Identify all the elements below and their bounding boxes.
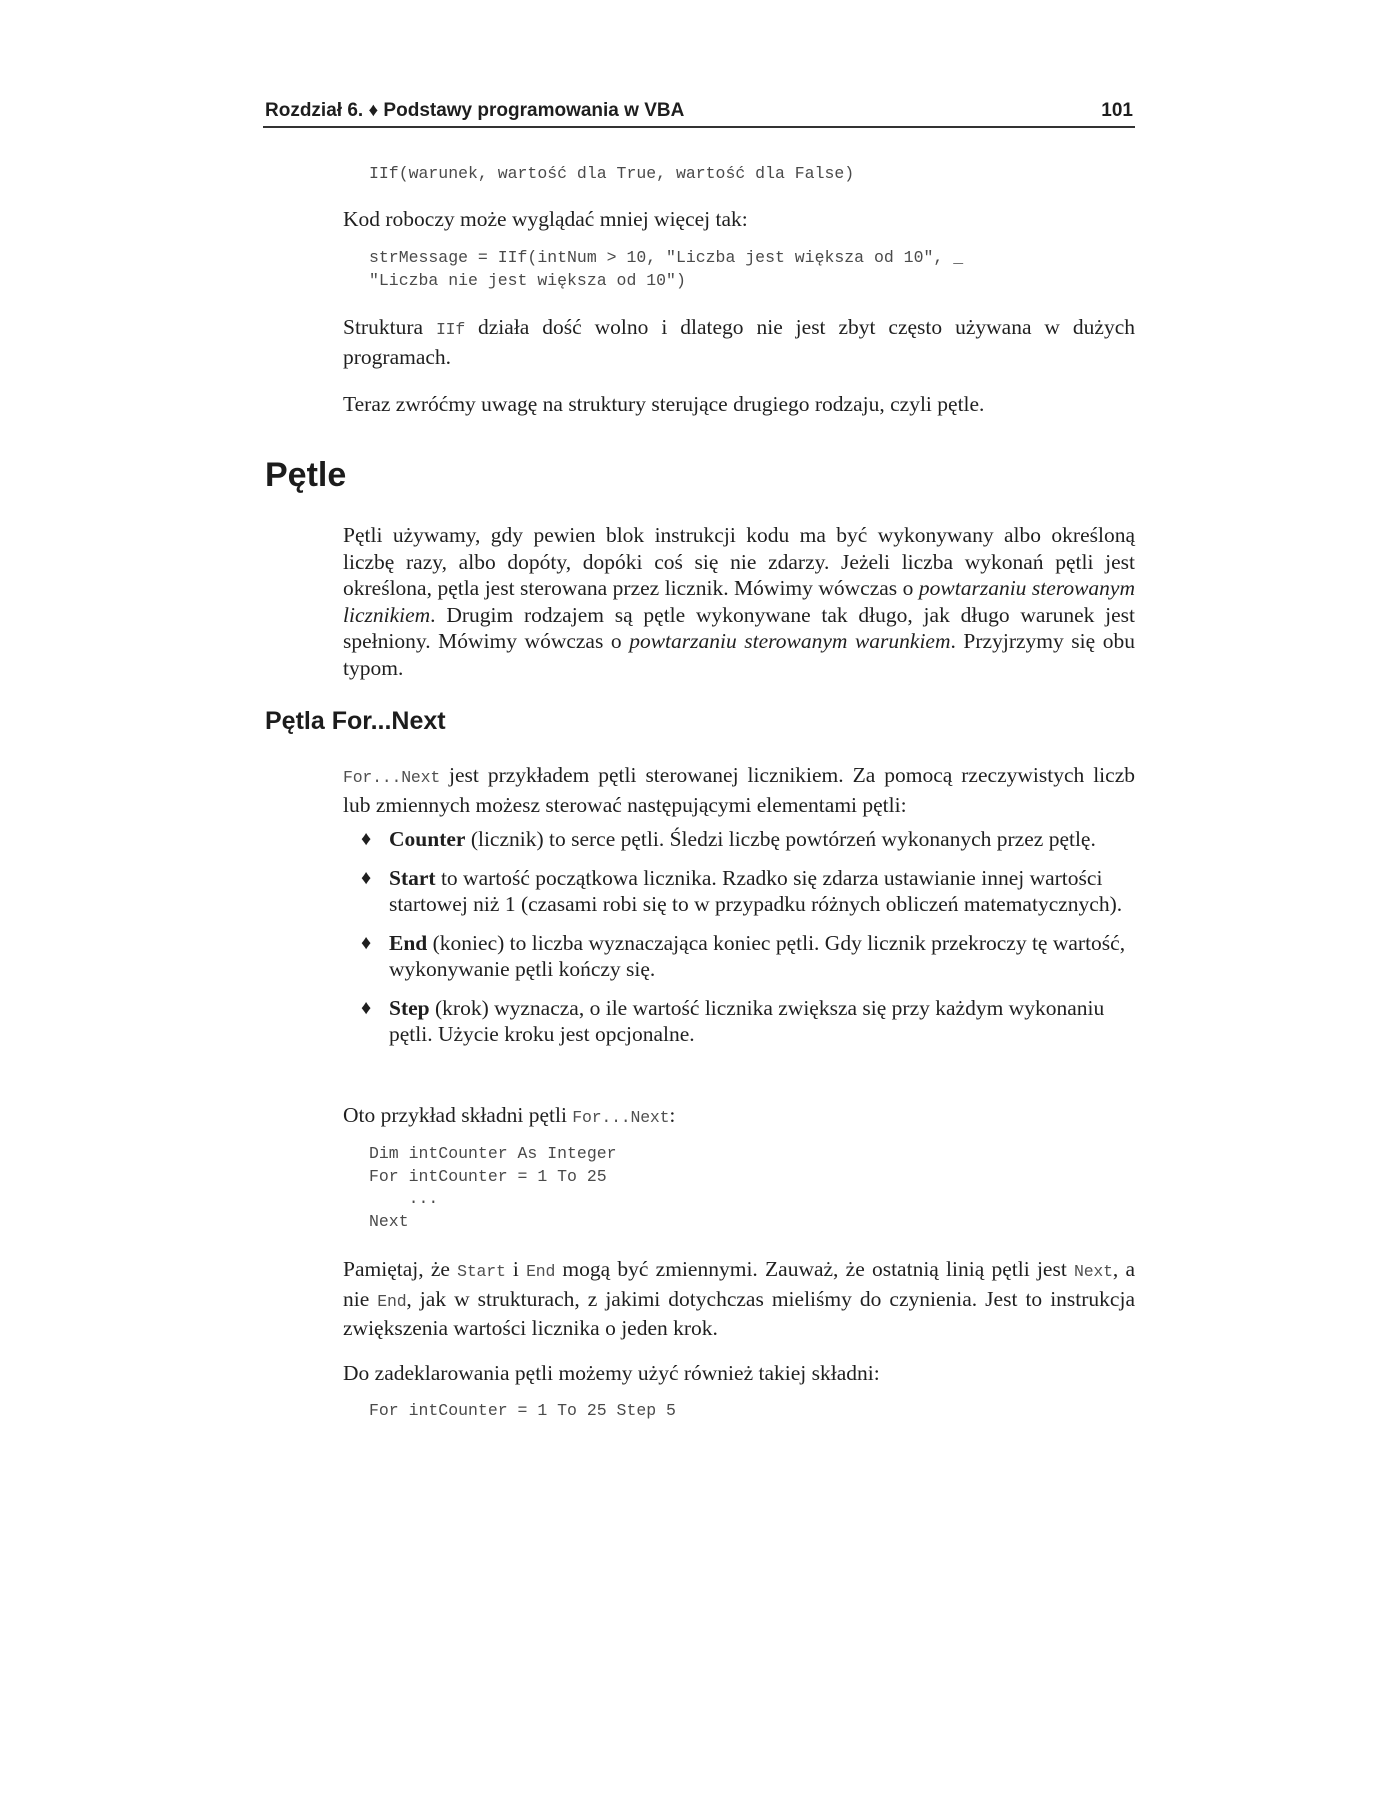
list-item — [361, 930, 1141, 983]
list-item-term: End — [389, 930, 428, 955]
for-next-intro-text: jest przykładem pętli sterowanej licznikiem. Za pomocą rzeczywistych liczb lub zmiennych możesz sterować następującymi elementami pętli: — [343, 763, 1135, 817]
loops-para-part2: . Drugim rodzajem są pętle wykonywane tak długo, jak długo warunek jest spełniony. Mówimy wówczas o — [343, 602, 1135, 653]
remember-code-start: Start — [457, 1262, 506, 1281]
list-item — [361, 865, 1141, 918]
list-item-text: to wartość początkowa licznika. Rzadko się zdarza ustawianie innej wartości startowej niż 1 (czasami robi się to w przypadku różnych obliczeń matematycznych). — [389, 865, 1123, 916]
syntax-intro-code: For...Next — [572, 1108, 670, 1127]
list-item-text: (koniec) to liczba wyznaczająca koniec pętli. Gdy licznik przekroczy tę wartość, wykonywanie pętli kończy się. — [389, 930, 1126, 981]
list-item — [361, 826, 1141, 853]
list-item-term: Step — [389, 995, 430, 1020]
remember-text-4: , a nie — [343, 1257, 1135, 1311]
iif-note-before: Struktura — [343, 315, 436, 339]
for-next-syntax-code: Dim intCounter As Integer For intCounter = 1 To 25 ... Next — [369, 1144, 617, 1231]
for-next-intro-paragraph — [343, 762, 1135, 818]
diamond-bullet-icon: ♦ — [361, 931, 372, 954]
diamond-bullet-icon: ♦ — [361, 828, 372, 850]
loops-para-part1: Pętli używamy, gdy pewien blok instrukcji kodu ma być wykonywany albo określoną liczbę razy, albo dopóty, dopóki coś się nie zdarzy. Jeżeli liczba wykonań pętli jest określona, pętla jest sterowana przez licznik. Mówimy wówczas o — [343, 523, 1135, 600]
iif-note-paragraph — [343, 314, 1135, 370]
transition-paragraph: Teraz zwróćmy uwagę na struktury sterujące drugiego rodzaju, czyli pętle. — [343, 392, 985, 416]
remember-text-2: i — [505, 1257, 527, 1281]
remember-text-3: mogą być zmiennymi. Zauważ, że ostatnią linią pętli jest — [555, 1257, 1075, 1281]
list-item-term: Start — [389, 865, 436, 890]
list-item-text: (krok) wyznacza, o ile wartość licznika zwiększa się przy każdym wykonaniu pętli. Użycie kroku jest opcjonalne. — [389, 995, 1105, 1046]
step-syntax-code: For intCounter = 1 To 25 Step 5 — [369, 1401, 676, 1420]
list-item — [361, 995, 1141, 1048]
remember-paragraph — [343, 1256, 1135, 1342]
chapter-title: Rozdział 6. ♦ Podstawy programowania w VBA — [265, 100, 685, 121]
remember-text-5: , jak w strukturach, z jakimi dotychczas mieliśmy do czynienia. Jest to instrukcja zwiększenia wartości licznika o jeden krok. — [343, 1286, 1135, 1340]
running-header — [263, 98, 1135, 126]
syntax-intro-paragraph — [343, 1102, 1135, 1132]
header-rule — [263, 126, 1135, 128]
diamond-bullet-icon: ♦ — [361, 996, 372, 1019]
for-next-intro-code: For...Next — [343, 768, 441, 787]
working-code-block: strMessage = IIf(intNum > 10, "Liczba jest większa od 10", _ "Liczba nie jest większa od 10") — [369, 248, 964, 290]
section-heading-loops: Pętle — [265, 456, 347, 494]
remember-text-1: Pamiętaj, że — [343, 1257, 458, 1281]
loop-elements-list — [361, 826, 1141, 1060]
subsection-heading-for-next: Pętla For...Next — [265, 707, 446, 735]
page-number: 101 — [1101, 100, 1133, 121]
step-intro-paragraph: Do zadeklarowania pętli możemy użyć również takiej składni: — [343, 1361, 880, 1385]
list-item-term: Counter — [389, 827, 466, 851]
remember-code-next: Next — [1074, 1262, 1113, 1281]
loops-intro-paragraph — [343, 522, 1135, 681]
remember-code-end: End — [526, 1262, 556, 1281]
list-item-text: (licznik) to serce pętli. Śledzi liczbę powtórzeń wykonanych przez pętlę. — [465, 827, 1096, 851]
loops-term-counter: powtarzaniu sterowanym licznikiem — [343, 576, 1136, 627]
diamond-bullet-icon: ♦ — [361, 866, 372, 889]
working-code-intro: Kod roboczy może wyglądać mniej więcej tak: — [343, 207, 748, 231]
syntax-intro-text: Oto przykład składni pętli — [343, 1103, 573, 1127]
iif-note-after: działa dość wolno i dlatego nie jest zbyt często używana w dużych programach. — [343, 315, 1135, 369]
syntax-intro-end: : — [669, 1103, 676, 1127]
remember-code-end-2: End — [377, 1291, 407, 1311]
iif-note-code: IIf — [435, 320, 466, 339]
iif-syntax-code: IIf(warunek, wartość dla True, wartość dla False) — [369, 164, 855, 183]
loops-para-part3: . Przyjrzymy się obu typom. — [343, 629, 1135, 680]
loops-term-condition: powtarzaniu sterowanym warunkiem — [629, 629, 951, 653]
